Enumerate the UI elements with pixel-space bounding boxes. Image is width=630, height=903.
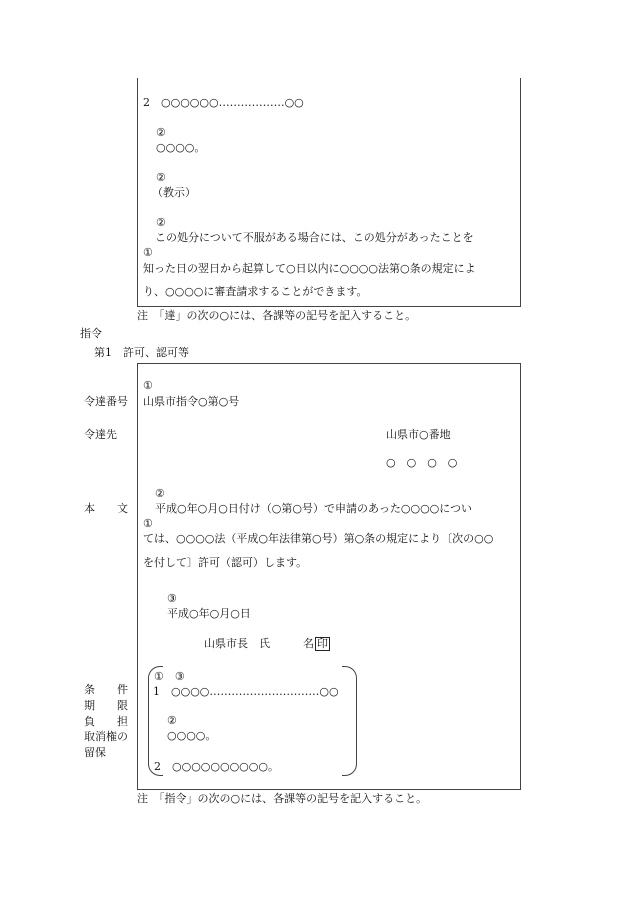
section-title: 指令 [80, 327, 102, 340]
condition-item-2: 2 ○○○○○○○○○○。 [154, 760, 279, 773]
body-line: ては、○○○○法（平成○年法律第○号）第○条の規定により〔次の○○ [143, 532, 494, 545]
label-burden: 負 担 [84, 715, 128, 728]
circled-mark: ① [143, 379, 153, 392]
instruction-heading: （教示） [152, 186, 196, 199]
circled-mark: ① [143, 517, 153, 530]
body-line: この処分について不服がある場合には、この処分があったことを [155, 231, 474, 244]
mayor-name-line: 山県市長 氏 名 [204, 637, 314, 650]
seal-stamp: 印 [317, 637, 328, 650]
circled-mark: ① [143, 246, 153, 259]
bracket-right [342, 666, 357, 776]
label-revocation: 取消権の [84, 730, 128, 743]
body-line: り、○○○○に審査請求することができます。 [143, 285, 368, 298]
body-line: ○○○○。 [156, 141, 206, 154]
body-line: 平成○年○月○日付け（○第○号）で申請のあった○○○○につい [155, 502, 473, 515]
circled-mark: ② [167, 714, 177, 727]
mayor-signature [204, 637, 330, 651]
circled-marks: ① ③ [154, 670, 185, 683]
circled-mark: ② [155, 487, 165, 500]
section-subtitle: 第1 許可、認可等 [94, 346, 189, 359]
label-reservation: 留保 [84, 746, 106, 759]
circled-mark: ② [156, 171, 166, 184]
label-condition: 条 件 [84, 683, 128, 696]
circled-mark: ② [156, 126, 166, 139]
label-recipient: 令達先 [84, 428, 117, 441]
order-number-value: 山県市指令○第○号 [143, 395, 240, 408]
condition-line: ○○○○。 [167, 729, 217, 742]
recipient-address: 山県市○番地 [386, 428, 451, 441]
form-box-main [137, 363, 521, 790]
issue-date: 平成○年○月○日 [167, 607, 251, 620]
note-top: 注 「達」の次の○には、各課等の記号を記入すること。 [137, 309, 417, 322]
body-line: を付して〕許可（認可）します。 [143, 556, 308, 569]
label-body: 本 文 [84, 502, 128, 515]
body-line: 知った日の翌日から起算して○日以内に○○○○法第○条の規定によ [143, 262, 476, 275]
condition-item-1: 1 ○○○○…………………………○○ [153, 685, 339, 698]
circled-mark: ③ [167, 592, 177, 605]
label-term: 期 限 [84, 699, 128, 712]
note-bottom: 注 「指令」の次の○には、各課等の記号を記入すること。 [137, 792, 428, 805]
item-2: 2 ○○○○○○………………○○ [143, 96, 304, 109]
recipient-name: ○ ○ ○ ○ [386, 456, 458, 469]
circled-mark: ② [156, 216, 166, 229]
label-order-number: 令達番号 [84, 395, 128, 408]
